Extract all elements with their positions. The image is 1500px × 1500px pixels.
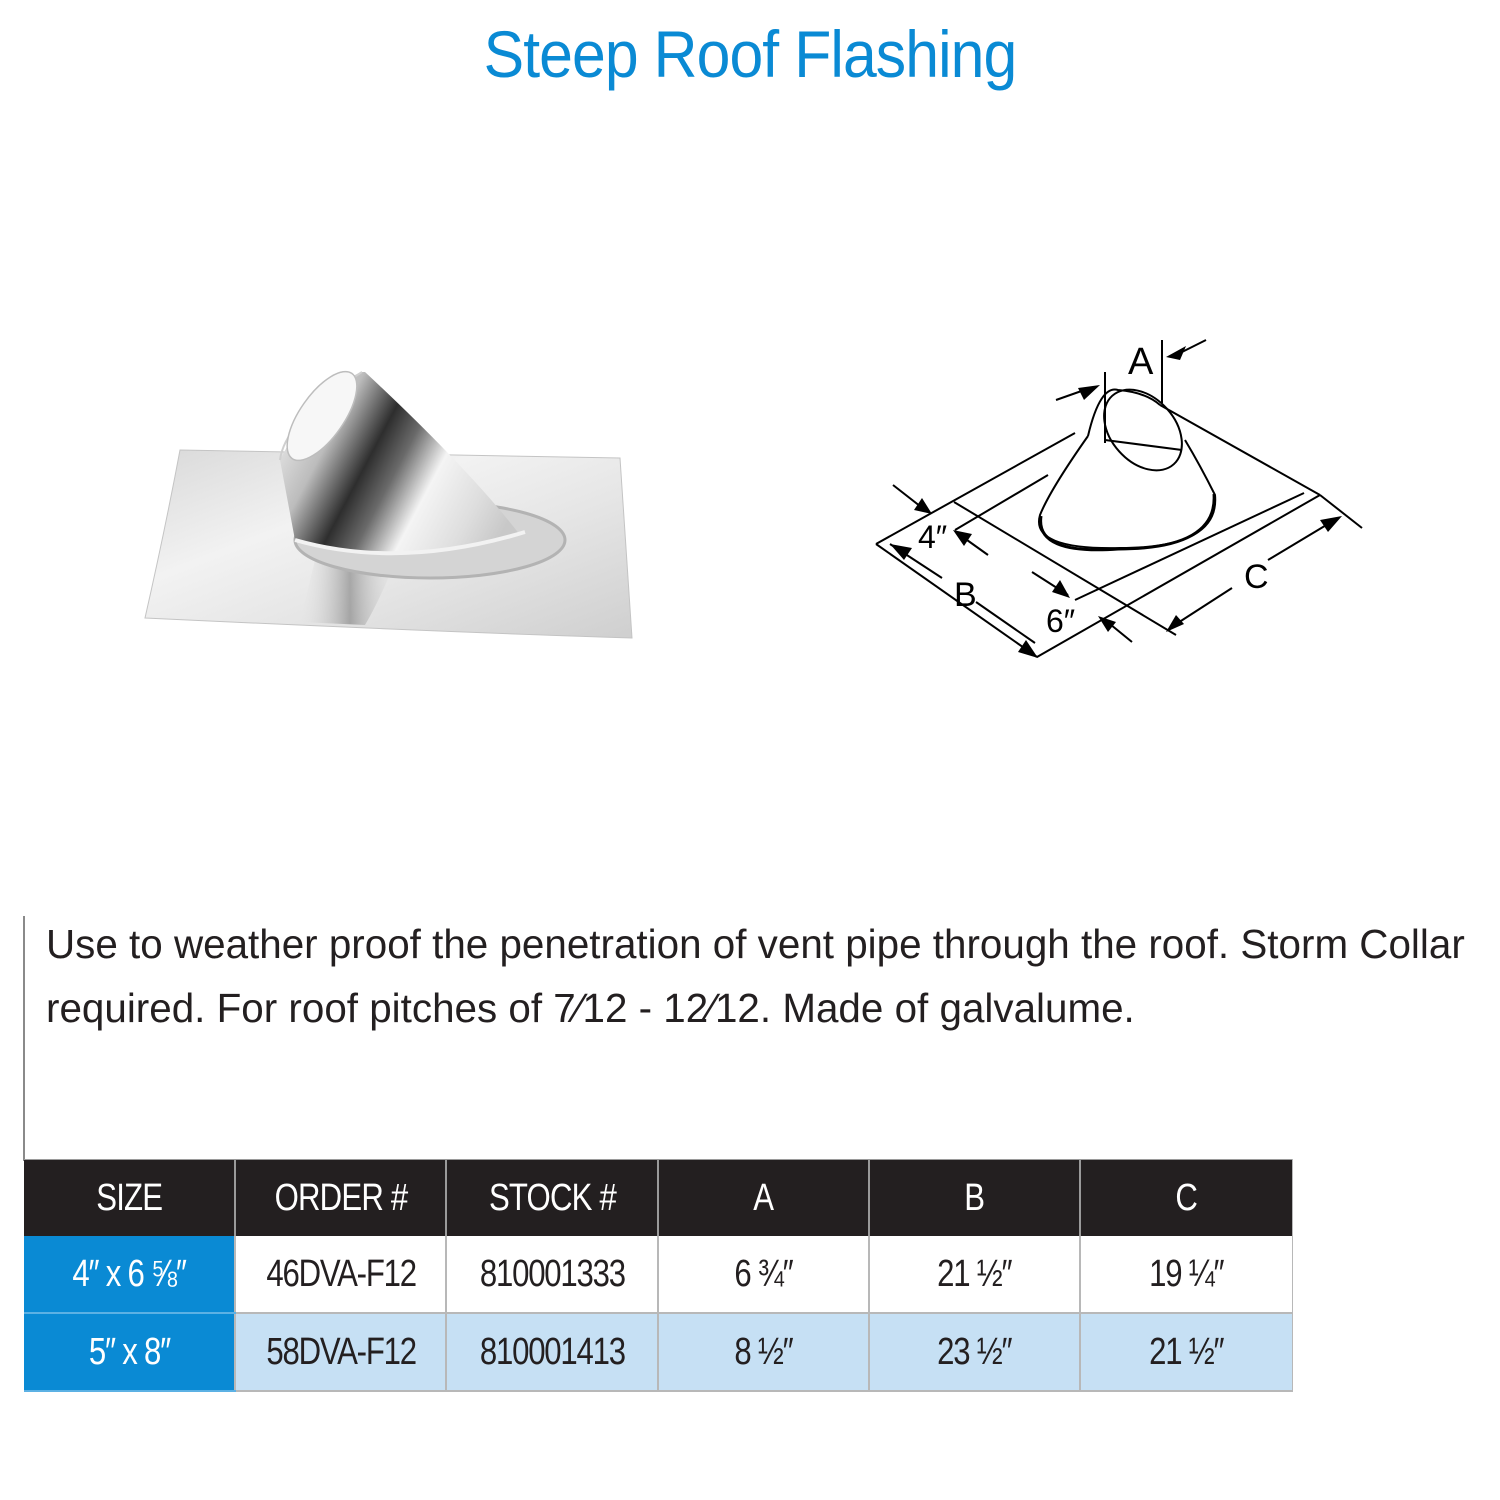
- header-b: B: [869, 1160, 1080, 1237]
- header-c: C: [1080, 1160, 1292, 1237]
- cell-c: 21 ½″: [1080, 1313, 1292, 1391]
- table-row: [24, 1236, 1293, 1313]
- cell-a: 8 ½″: [658, 1313, 869, 1391]
- cell-a: 6 ¾″: [658, 1236, 869, 1313]
- product-photo: [140, 350, 770, 650]
- cell-stock: 810001413: [446, 1313, 657, 1391]
- diagram-label-c: C: [1244, 558, 1269, 596]
- header-stock: STOCK #: [446, 1160, 657, 1237]
- diagram-label-4in: 4″: [918, 519, 948, 555]
- left-divider: [23, 916, 25, 1161]
- cell-stock: 810001333: [446, 1236, 657, 1313]
- table-row: [24, 1313, 1293, 1391]
- diagram-label-a: A: [1128, 341, 1154, 383]
- spec-table: [24, 1159, 1293, 1392]
- diagram-label-b: B: [954, 576, 977, 614]
- page-title: Steep Roof Flashing: [483, 17, 1017, 91]
- dimension-diagram: [860, 330, 1400, 670]
- cell-c: 19 ¼″: [1080, 1236, 1292, 1313]
- header-order: ORDER #: [235, 1160, 446, 1237]
- cell-order: 46DVA-F12: [235, 1236, 446, 1313]
- cell-b: 23 ½″: [869, 1313, 1080, 1391]
- cell-size: 4″ x 6 ⅝″: [24, 1236, 235, 1313]
- cell-order: 58DVA-F12: [235, 1313, 446, 1391]
- header-size: SIZE: [24, 1160, 235, 1237]
- product-description: Use to weather proof the penetration of vent pipe through the roof. Storm Collar required. For roof pitches of 7⁄12 - 12⁄12. Made of galvalume.: [46, 921, 1465, 1031]
- header-a: A: [658, 1160, 869, 1237]
- table-header-row: [24, 1160, 1293, 1237]
- cell-size: 5″ x 8″: [24, 1313, 235, 1391]
- cell-b: 21 ½″: [869, 1236, 1080, 1313]
- diagram-label-6in: 6″: [1046, 603, 1076, 639]
